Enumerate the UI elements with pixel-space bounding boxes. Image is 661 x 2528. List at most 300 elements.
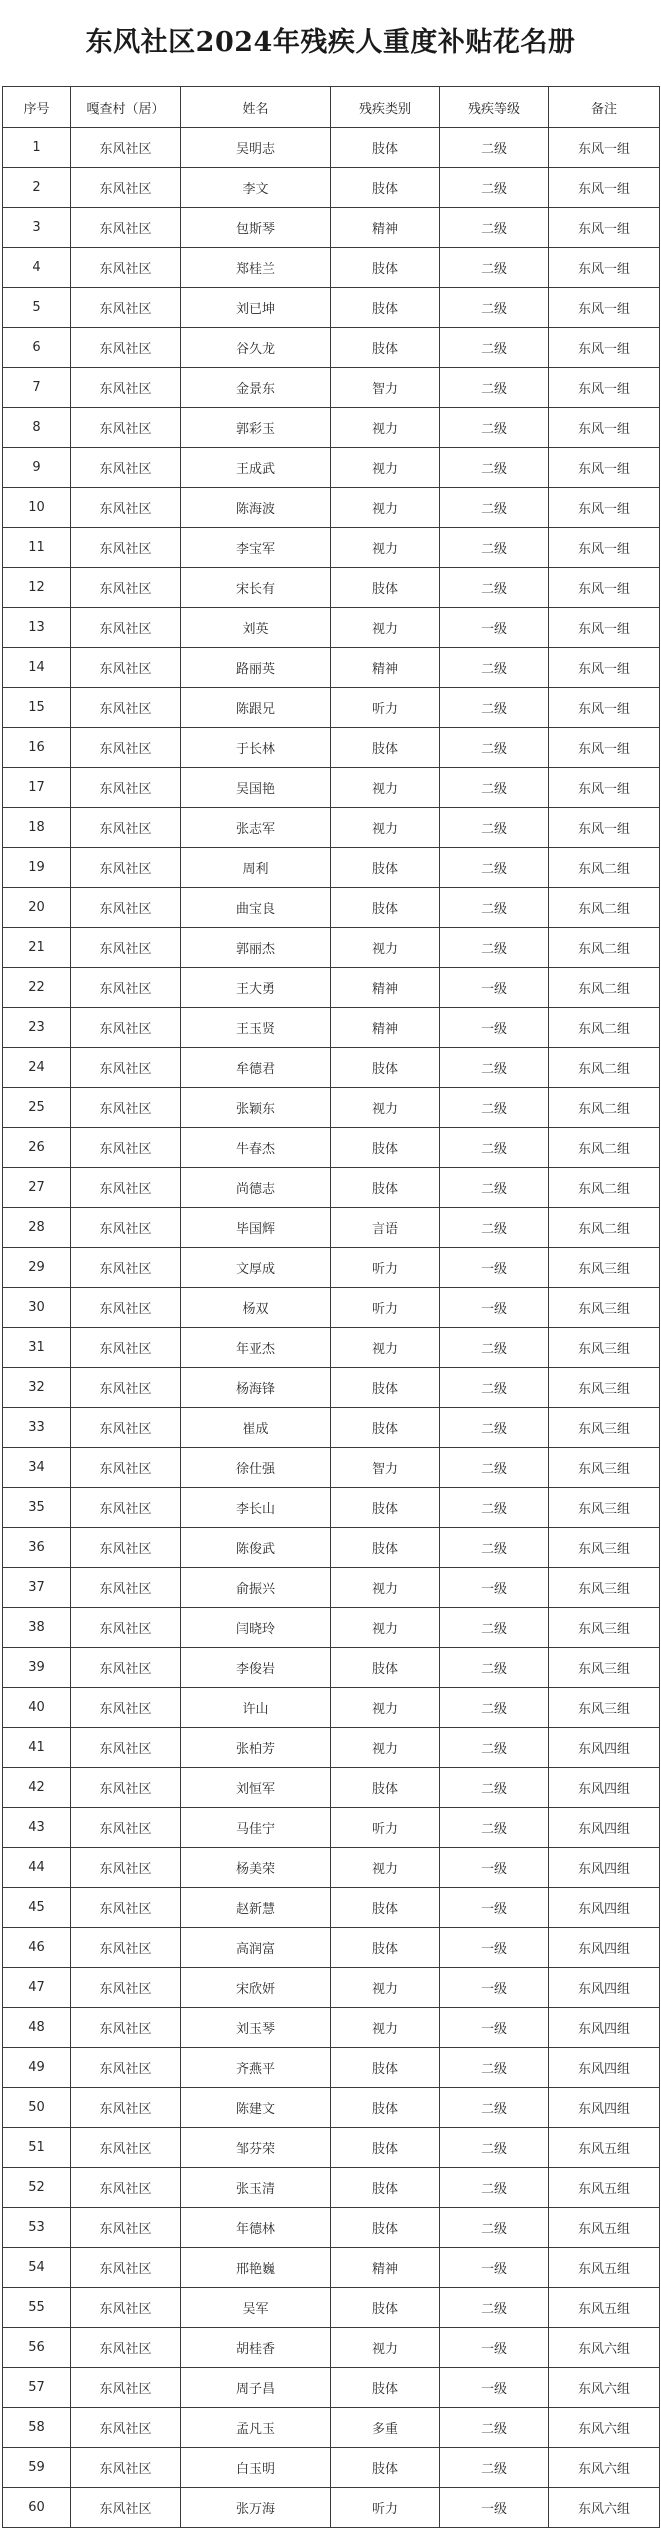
cell-village: 东风社区 [71, 1488, 181, 1528]
cell-name: 吴军 [181, 2288, 331, 2328]
cell-disability-grade: 二级 [440, 2208, 549, 2248]
cell-village: 东风社区 [71, 288, 181, 328]
cell-village: 东风社区 [71, 1288, 181, 1328]
cell-remark: 东风六组 [549, 2328, 660, 2368]
cell-seq: 40 [3, 1688, 71, 1728]
cell-disability-grade: 二级 [440, 1448, 549, 1488]
cell-disability-type: 视力 [331, 1728, 440, 1768]
table-row [3, 1688, 660, 1728]
header-remark: 备注 [549, 87, 660, 128]
cell-disability-type: 精神 [331, 968, 440, 1008]
cell-village: 东风社区 [71, 2088, 181, 2128]
cell-name: 刘玉琴 [181, 2008, 331, 2048]
cell-remark: 东风四组 [549, 1888, 660, 1928]
cell-remark: 东风二组 [549, 1168, 660, 1208]
cell-name: 年亚杰 [181, 1328, 331, 1368]
cell-village: 东风社区 [71, 768, 181, 808]
cell-seq: 42 [3, 1768, 71, 1808]
table-row [3, 248, 660, 288]
cell-seq: 60 [3, 2488, 71, 2528]
cell-disability-type: 视力 [331, 768, 440, 808]
cell-seq: 30 [3, 1288, 71, 1328]
cell-disability-grade: 一级 [440, 1008, 549, 1048]
cell-disability-grade: 一级 [440, 2248, 549, 2288]
cell-disability-type: 听力 [331, 1248, 440, 1288]
cell-remark: 东风一组 [549, 688, 660, 728]
cell-disability-type: 肢体 [331, 1368, 440, 1408]
cell-disability-grade: 二级 [440, 128, 549, 168]
cell-seq: 45 [3, 1888, 71, 1928]
cell-disability-type: 肢体 [331, 2208, 440, 2248]
cell-village: 东风社区 [71, 1888, 181, 1928]
cell-remark: 东风三组 [549, 1568, 660, 1608]
cell-disability-type: 肢体 [331, 1888, 440, 1928]
cell-seq: 33 [3, 1408, 71, 1448]
cell-seq: 47 [3, 1968, 71, 2008]
cell-name: 马佳宁 [181, 1808, 331, 1848]
cell-remark: 东风五组 [549, 2168, 660, 2208]
cell-name: 刘英 [181, 608, 331, 648]
cell-disability-grade: 一级 [440, 1928, 549, 1968]
cell-disability-grade: 二级 [440, 2448, 549, 2488]
cell-village: 东风社区 [71, 2328, 181, 2368]
cell-name: 俞振兴 [181, 1568, 331, 1608]
cell-seq: 35 [3, 1488, 71, 1528]
cell-remark: 东风二组 [549, 928, 660, 968]
cell-disability-type: 肢体 [331, 1488, 440, 1528]
table-row [3, 1728, 660, 1768]
cell-seq: 3 [3, 208, 71, 248]
cell-village: 东风社区 [71, 1168, 181, 1208]
cell-village: 东风社区 [71, 808, 181, 848]
cell-village: 东风社区 [71, 1928, 181, 1968]
roster-table [2, 86, 660, 2528]
cell-disability-grade: 二级 [440, 928, 549, 968]
cell-disability-type: 视力 [331, 1328, 440, 1368]
cell-seq: 16 [3, 728, 71, 768]
cell-disability-grade: 二级 [440, 448, 549, 488]
cell-disability-grade: 二级 [440, 488, 549, 528]
cell-remark: 东风一组 [549, 328, 660, 368]
table-row [3, 2448, 660, 2488]
cell-remark: 东风六组 [549, 2368, 660, 2408]
cell-village: 东风社区 [71, 1528, 181, 1568]
cell-remark: 东风一组 [549, 128, 660, 168]
cell-disability-grade: 二级 [440, 1608, 549, 1648]
cell-village: 东风社区 [71, 608, 181, 648]
cell-disability-grade: 二级 [440, 1128, 549, 1168]
cell-village: 东风社区 [71, 128, 181, 168]
cell-disability-type: 肢体 [331, 568, 440, 608]
cell-remark: 东风六组 [549, 2448, 660, 2488]
table-row [3, 1408, 660, 1448]
cell-village: 东风社区 [71, 368, 181, 408]
cell-seq: 38 [3, 1608, 71, 1648]
cell-disability-type: 视力 [331, 1088, 440, 1128]
cell-name: 张玉清 [181, 2168, 331, 2208]
cell-seq: 20 [3, 888, 71, 928]
table-row [3, 328, 660, 368]
cell-seq: 5 [3, 288, 71, 328]
cell-remark: 东风二组 [549, 1128, 660, 1168]
cell-disability-type: 肢体 [331, 288, 440, 328]
cell-seq: 36 [3, 1528, 71, 1568]
table-row [3, 288, 660, 328]
cell-seq: 55 [3, 2288, 71, 2328]
cell-name: 宋欣妍 [181, 1968, 331, 2008]
cell-remark: 东风三组 [549, 1528, 660, 1568]
cell-name: 陈俊武 [181, 1528, 331, 1568]
cell-village: 东风社区 [71, 208, 181, 248]
cell-disability-type: 肢体 [331, 2448, 440, 2488]
cell-disability-type: 肢体 [331, 168, 440, 208]
cell-remark: 东风一组 [549, 248, 660, 288]
cell-village: 东风社区 [71, 688, 181, 728]
cell-village: 东风社区 [71, 1648, 181, 1688]
table-row [3, 2328, 660, 2368]
cell-remark: 东风四组 [549, 2088, 660, 2128]
table-row [3, 968, 660, 1008]
header-seq: 序号 [3, 87, 71, 128]
cell-village: 东风社区 [71, 1688, 181, 1728]
table-row [3, 448, 660, 488]
cell-disability-grade: 一级 [440, 2008, 549, 2048]
cell-disability-type: 肢体 [331, 2128, 440, 2168]
cell-seq: 58 [3, 2408, 71, 2448]
cell-name: 宋长有 [181, 568, 331, 608]
cell-village: 东风社区 [71, 888, 181, 928]
cell-disability-grade: 二级 [440, 768, 549, 808]
cell-disability-grade: 一级 [440, 1248, 549, 1288]
cell-seq: 56 [3, 2328, 71, 2368]
table-row [3, 2368, 660, 2408]
cell-remark: 东风六组 [549, 2408, 660, 2448]
cell-disability-type: 肢体 [331, 1648, 440, 1688]
table-row [3, 1968, 660, 2008]
table-row [3, 128, 660, 168]
cell-disability-grade: 二级 [440, 728, 549, 768]
cell-remark: 东风一组 [549, 488, 660, 528]
cell-name: 齐燕平 [181, 2048, 331, 2088]
cell-village: 东风社区 [71, 1448, 181, 1488]
cell-disability-type: 肢体 [331, 2288, 440, 2328]
cell-seq: 49 [3, 2048, 71, 2088]
cell-name: 李文 [181, 168, 331, 208]
cell-disability-type: 精神 [331, 648, 440, 688]
cell-disability-grade: 二级 [440, 1808, 549, 1848]
cell-seq: 34 [3, 1448, 71, 1488]
table-row [3, 928, 660, 968]
cell-name: 尚德志 [181, 1168, 331, 1208]
table-row [3, 1008, 660, 1048]
cell-name: 王大勇 [181, 968, 331, 1008]
cell-disability-grade: 二级 [440, 888, 549, 928]
cell-disability-type: 精神 [331, 2248, 440, 2288]
cell-name: 徐仕强 [181, 1448, 331, 1488]
cell-village: 东风社区 [71, 2208, 181, 2248]
cell-remark: 东风一组 [549, 288, 660, 328]
cell-name: 王成武 [181, 448, 331, 488]
cell-seq: 13 [3, 608, 71, 648]
cell-remark: 东风二组 [549, 888, 660, 928]
cell-village: 东风社区 [71, 648, 181, 688]
cell-remark: 东风一组 [549, 168, 660, 208]
cell-village: 东风社区 [71, 448, 181, 488]
cell-remark: 东风三组 [549, 1368, 660, 1408]
table-row [3, 1448, 660, 1488]
cell-disability-grade: 二级 [440, 2408, 549, 2448]
cell-name: 杨海锋 [181, 1368, 331, 1408]
cell-seq: 31 [3, 1328, 71, 1368]
cell-remark: 东风六组 [549, 2488, 660, 2528]
header-name: 姓名 [181, 87, 331, 128]
cell-name: 陈海波 [181, 488, 331, 528]
cell-seq: 23 [3, 1008, 71, 1048]
cell-village: 东风社区 [71, 528, 181, 568]
table-row [3, 1248, 660, 1288]
cell-disability-type: 智力 [331, 1448, 440, 1488]
table-row [3, 1648, 660, 1688]
table-row [3, 1888, 660, 1928]
cell-disability-type: 肢体 [331, 2168, 440, 2208]
cell-disability-grade: 二级 [440, 248, 549, 288]
table-row [3, 2008, 660, 2048]
cell-disability-grade: 二级 [440, 1328, 549, 1368]
cell-disability-type: 肢体 [331, 2088, 440, 2128]
header-disability-type: 残疾类别 [331, 87, 440, 128]
cell-remark: 东风四组 [549, 2008, 660, 2048]
cell-remark: 东风一组 [549, 368, 660, 408]
table-row [3, 1808, 660, 1848]
cell-village: 东风社区 [71, 248, 181, 288]
cell-village: 东风社区 [71, 1728, 181, 1768]
cell-village: 东风社区 [71, 2128, 181, 2168]
cell-village: 东风社区 [71, 1768, 181, 1808]
cell-disability-type: 肢体 [331, 1928, 440, 1968]
cell-village: 东风社区 [71, 1568, 181, 1608]
cell-name: 牟德君 [181, 1048, 331, 1088]
cell-disability-grade: 二级 [440, 648, 549, 688]
cell-village: 东风社区 [71, 2008, 181, 2048]
table-row [3, 1528, 660, 1568]
cell-remark: 东风一组 [549, 648, 660, 688]
cell-disability-grade: 二级 [440, 808, 549, 848]
cell-disability-grade: 二级 [440, 1648, 549, 1688]
cell-village: 东风社区 [71, 2248, 181, 2288]
document-title: 东风社区2024年残疾人重度补贴花名册 [85, 27, 576, 58]
cell-name: 吴明志 [181, 128, 331, 168]
cell-village: 东风社区 [71, 1608, 181, 1648]
cell-remark: 东风一组 [549, 408, 660, 448]
table-row [3, 888, 660, 928]
cell-village: 东风社区 [71, 2448, 181, 2488]
table-row [3, 1168, 660, 1208]
cell-disability-type: 听力 [331, 688, 440, 728]
cell-disability-type: 肢体 [331, 728, 440, 768]
cell-disability-grade: 二级 [440, 848, 549, 888]
cell-disability-grade: 二级 [440, 408, 549, 448]
table-row [3, 1128, 660, 1168]
table-row [3, 1048, 660, 1088]
cell-disability-grade: 二级 [440, 1048, 549, 1088]
table-body [3, 128, 660, 2528]
cell-disability-type: 智力 [331, 368, 440, 408]
cell-remark: 东风四组 [549, 1968, 660, 2008]
cell-seq: 4 [3, 248, 71, 288]
cell-village: 东风社区 [71, 728, 181, 768]
cell-name: 周子昌 [181, 2368, 331, 2408]
cell-seq: 7 [3, 368, 71, 408]
cell-seq: 27 [3, 1168, 71, 1208]
cell-disability-type: 视力 [331, 808, 440, 848]
cell-seq: 12 [3, 568, 71, 608]
cell-village: 东风社区 [71, 928, 181, 968]
cell-disability-type: 听力 [331, 1288, 440, 1328]
cell-name: 牛春杰 [181, 1128, 331, 1168]
cell-seq: 10 [3, 488, 71, 528]
cell-name: 高润富 [181, 1928, 331, 1968]
cell-seq: 37 [3, 1568, 71, 1608]
cell-name: 金景东 [181, 368, 331, 408]
cell-disability-type: 多重 [331, 2408, 440, 2448]
cell-remark: 东风三组 [549, 1608, 660, 1648]
table-row [3, 808, 660, 848]
cell-disability-grade: 二级 [440, 528, 549, 568]
cell-disability-type: 视力 [331, 928, 440, 968]
cell-disability-grade: 二级 [440, 328, 549, 368]
cell-name: 李长山 [181, 1488, 331, 1528]
cell-remark: 东风二组 [549, 968, 660, 1008]
cell-name: 崔成 [181, 1408, 331, 1448]
cell-disability-type: 视力 [331, 1568, 440, 1608]
cell-seq: 22 [3, 968, 71, 1008]
cell-disability-type: 肢体 [331, 1768, 440, 1808]
cell-disability-grade: 二级 [440, 1168, 549, 1208]
cell-disability-grade: 一级 [440, 968, 549, 1008]
cell-remark: 东风二组 [549, 1008, 660, 1048]
cell-name: 年德林 [181, 2208, 331, 2248]
table-row [3, 1568, 660, 1608]
cell-name: 刘恒军 [181, 1768, 331, 1808]
cell-disability-grade: 二级 [440, 1408, 549, 1448]
cell-village: 东风社区 [71, 1408, 181, 1448]
cell-disability-grade: 二级 [440, 1528, 549, 1568]
cell-name: 杨双 [181, 1288, 331, 1328]
cell-disability-grade: 二级 [440, 2128, 549, 2168]
table-row [3, 1848, 660, 1888]
cell-disability-grade: 二级 [440, 2288, 549, 2328]
cell-seq: 1 [3, 128, 71, 168]
cell-name: 周利 [181, 848, 331, 888]
table-row [3, 2208, 660, 2248]
cell-seq: 15 [3, 688, 71, 728]
table-row [3, 1368, 660, 1408]
cell-seq: 18 [3, 808, 71, 848]
cell-remark: 东风三组 [549, 1288, 660, 1328]
cell-disability-grade: 一级 [440, 2328, 549, 2368]
table-row [3, 568, 660, 608]
cell-seq: 26 [3, 1128, 71, 1168]
cell-name: 孟凡玉 [181, 2408, 331, 2448]
cell-disability-type: 视力 [331, 2008, 440, 2048]
cell-name: 陈建文 [181, 2088, 331, 2128]
table-row [3, 1768, 660, 1808]
table-row [3, 2488, 660, 2528]
cell-village: 东风社区 [71, 968, 181, 1008]
cell-remark: 东风一组 [549, 208, 660, 248]
cell-disability-type: 肢体 [331, 1168, 440, 1208]
cell-name: 吴国艳 [181, 768, 331, 808]
header-village: 嘎查村（居） [71, 87, 181, 128]
cell-disability-grade: 二级 [440, 368, 549, 408]
cell-disability-grade: 二级 [440, 688, 549, 728]
cell-disability-grade: 二级 [440, 168, 549, 208]
cell-seq: 53 [3, 2208, 71, 2248]
cell-disability-grade: 一级 [440, 1968, 549, 2008]
cell-seq: 11 [3, 528, 71, 568]
cell-village: 东风社区 [71, 328, 181, 368]
cell-name: 郭丽杰 [181, 928, 331, 968]
cell-name: 谷久龙 [181, 328, 331, 368]
cell-disability-type: 肢体 [331, 328, 440, 368]
cell-remark: 东风四组 [549, 1928, 660, 1968]
table-row [3, 688, 660, 728]
cell-name: 张志军 [181, 808, 331, 848]
cell-disability-type: 精神 [331, 1008, 440, 1048]
cell-name: 于长林 [181, 728, 331, 768]
cell-remark: 东风三组 [549, 1248, 660, 1288]
table-row [3, 648, 660, 688]
cell-village: 东风社区 [71, 1048, 181, 1088]
cell-name: 郑桂兰 [181, 248, 331, 288]
table-row [3, 1608, 660, 1648]
cell-disability-type: 肢体 [331, 1408, 440, 1448]
cell-seq: 43 [3, 1808, 71, 1848]
cell-name: 许山 [181, 1688, 331, 1728]
cell-disability-grade: 二级 [440, 1688, 549, 1728]
cell-name: 文厚成 [181, 1248, 331, 1288]
cell-remark: 东风四组 [549, 2048, 660, 2088]
cell-disability-grade: 二级 [440, 1208, 549, 1248]
table-row [3, 728, 660, 768]
cell-disability-type: 肢体 [331, 1128, 440, 1168]
cell-disability-type: 视力 [331, 528, 440, 568]
cell-village: 东风社区 [71, 2288, 181, 2328]
cell-disability-type: 视力 [331, 608, 440, 648]
cell-seq: 24 [3, 1048, 71, 1088]
cell-seq: 39 [3, 1648, 71, 1688]
cell-disability-type: 言语 [331, 1208, 440, 1248]
table-row [3, 768, 660, 808]
cell-village: 东风社区 [71, 568, 181, 608]
cell-remark: 东风一组 [549, 528, 660, 568]
cell-village: 东风社区 [71, 1848, 181, 1888]
cell-disability-type: 视力 [331, 1608, 440, 1648]
cell-remark: 东风一组 [549, 808, 660, 848]
table-row [3, 1488, 660, 1528]
cell-remark: 东风三组 [549, 1688, 660, 1728]
cell-seq: 52 [3, 2168, 71, 2208]
cell-seq: 32 [3, 1368, 71, 1408]
cell-remark: 东风三组 [549, 1648, 660, 1688]
cell-seq: 44 [3, 1848, 71, 1888]
table-row [3, 2248, 660, 2288]
cell-remark: 东风一组 [549, 448, 660, 488]
cell-disability-grade: 二级 [440, 2088, 549, 2128]
cell-seq: 54 [3, 2248, 71, 2288]
cell-name: 张颖东 [181, 1088, 331, 1128]
cell-name: 张柏芳 [181, 1728, 331, 1768]
